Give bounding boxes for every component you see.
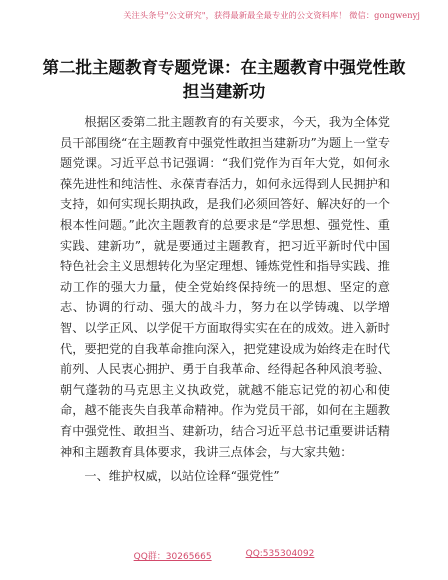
body-paragraph: 根据区委第二批主题教育的有关要求，今天，我为全体党员干部围绕“在主题教育中强党性敢担当建新功”为题上一堂专题党课。习近平总书记强调：“我们党作为百年大党，如何永葆先进性和纯洁性、永葆青春活力，如何永远得到人民拥护和支持，如何实现长期执政，是我们必须回答好、解决好的一个根本性问题。”此次主题教育的总要求是“学思想、强党性、重实践、建新功”，就是要通过主题教育，把习近平新时代中国特色社会主义思想转化为坚定理想、锤炼党性和指导实践、推动工作的强大力量，使全党始终保持统一的思想、坚定的意志、协调的行动、强大的战斗力，努力在以学铸魂、以学增智、以学正风、以学促干方面取得实实在在的成效。进入新时代，要把党的自我革命推向深入，把党建设成为始终走在时代前列、人民衷心拥护、勇于自我革命、经得起各种风浪考验、朝气蓬勃的马克思主义执政党，就越不能忘记党的初心和使命，越不能丧失自我革命精神。作为党员干部，如何在主题教育中强党性、敢担当、建新功，结合习近平总书记重要讲话精神和主题教育具体要求，我讲三点体会，与大家共勉：	[60, 115, 390, 459]
promo-banner[interactable]: 关注头条号"公文研究"，获得最新最全最专业的公文资料库！ 微信：gongwenyj	[123, 10, 420, 20]
qq-group-link[interactable]: QQ群：30265665	[133, 552, 212, 562]
qq-contact-link[interactable]: QQ:535304092	[245, 549, 315, 559]
section-heading: 一、维护权威，以站位诠释“强党性”	[84, 469, 280, 484]
document-body	[60, 112, 390, 487]
footer	[0, 549, 448, 562]
page-title: 第二批主题教育专题党课：在主题教育中强党性敢担当建新功	[42, 58, 406, 101]
